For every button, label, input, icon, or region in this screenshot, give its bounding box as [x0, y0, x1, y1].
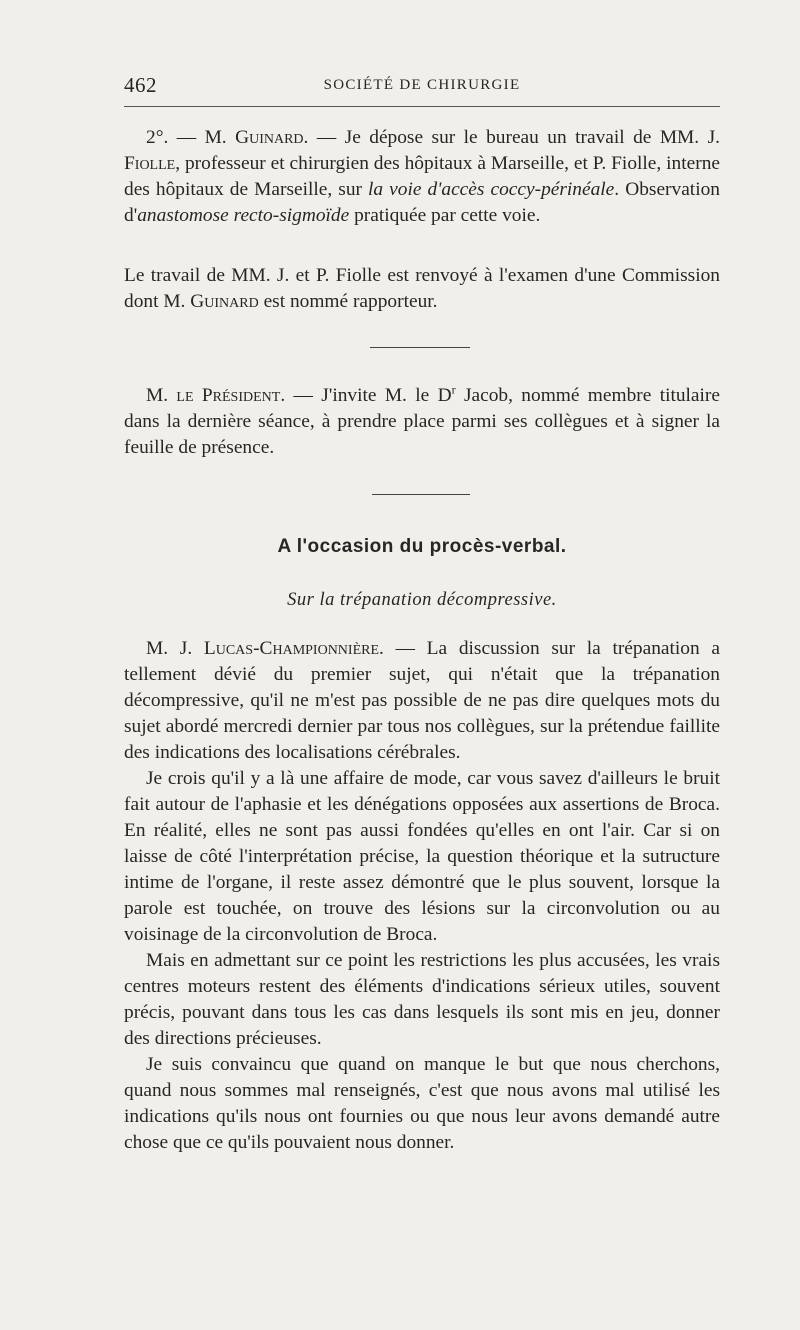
item-2-text: pratiquée par cette voie.	[349, 205, 541, 226]
observation-title: anastomose recto-sigmoïde	[137, 205, 350, 226]
speech-block	[124, 636, 720, 1156]
section-divider	[370, 347, 470, 348]
item-number: 2°. —	[146, 127, 197, 148]
president-text: — J'invite M. le D	[285, 385, 452, 406]
referral-text: Le travail de MM. J. et P. Fiolle est renvoyé à l'examen d'une Commission dont M.	[124, 265, 720, 312]
page-number: 462	[124, 73, 157, 97]
president-speaker: M. le Président.	[146, 385, 286, 406]
fiolle-name: Fiolle	[124, 153, 176, 174]
speech-paragraph-3: Mais en admettant sur ce point les restrictions les plus accusées, les vrais centres moteurs restent des éléments d'indications sérieux utiles, souvent précis, pouvant dans tous les cas dans lesquels ils sont mis en jeu, donner des directions précieuses.	[124, 950, 720, 1049]
rapporteur-name: Guinard	[190, 291, 259, 312]
speech-paragraph-1	[124, 636, 720, 766]
item-2-text: , professeur et chirurgien des hôpitaux à Marseille, et P. Fiolle, interne des hôpitaux de Marseille, sur	[124, 153, 720, 200]
page-header	[124, 73, 720, 99]
president-paragraph	[124, 383, 720, 461]
section-divider	[372, 494, 470, 495]
author-name: M. Guinard.	[204, 127, 309, 148]
speech-text: — La discussion sur la trépanation a tellement dévié du premier sujet, qui n'était que la trépanation décompressive, qu'il ne m'est pas possible de ne pas dire quelques mots du sujet abordé mercredi dernier par tous nos collègues, sur la prétendue faillite des indications des localisations cérébrales.	[124, 638, 720, 763]
item-2-block	[124, 125, 720, 229]
section-subtitle: Sur la trépanation décompressive.	[287, 590, 557, 610]
president-text: Jacob, nommé membre titulaire dans la dernière séance, à prendre place parmi ses collègues et à signer la feuille de présence.	[124, 385, 720, 458]
header-rule	[124, 106, 720, 107]
speech-speaker: M. J. Lucas-Championnière.	[146, 638, 384, 659]
section-title: A l'occasion du procès-verbal.	[277, 536, 567, 557]
president-block	[124, 383, 720, 461]
item-2-paragraph	[124, 125, 720, 229]
referral-text: est nommé rapporteur.	[258, 291, 438, 312]
doctor-superscript: r	[451, 382, 456, 397]
speech-paragraph-4: Je suis convaincu que quand on manque le but que nous cherchons, quand nous sommes mal renseignés, c'est que nous avons mal utilisé les indications qu'ils nous ont fournies ou que nous leur avons demandé autre chose que ce qu'ils pouvaient nous donner.	[124, 1054, 720, 1153]
item-2-text: — Je dépose sur le bureau un travail de MM. J.	[308, 127, 720, 148]
work-title: la voie d'accès coccy-périnéale	[368, 179, 615, 200]
running-title: SOCIÉTÉ DE CHIRURGIE	[323, 77, 521, 93]
speech-paragraph-2: Je crois qu'il y a là une affaire de mode, car vous savez d'ailleurs le bruit fait autour de l'aphasie et les dénégations opposées aux assertions de Broca. En réalité, elles ne sont pas aussi fondées qu'elles en ont l'air. Car si on laisse de côté l'interprétation précise, la question théorique et la sutructure intime de l'organe, il reste assez démontré que le plus souvent, lorsque la parole est touchée, on trouve des lésions sur la circonvolution ou au voisinage de la circonvolution de Broca.	[124, 768, 720, 945]
item-2-text: . Observation d'	[124, 179, 720, 226]
referral-block	[124, 263, 720, 315]
referral-paragraph	[124, 263, 720, 315]
